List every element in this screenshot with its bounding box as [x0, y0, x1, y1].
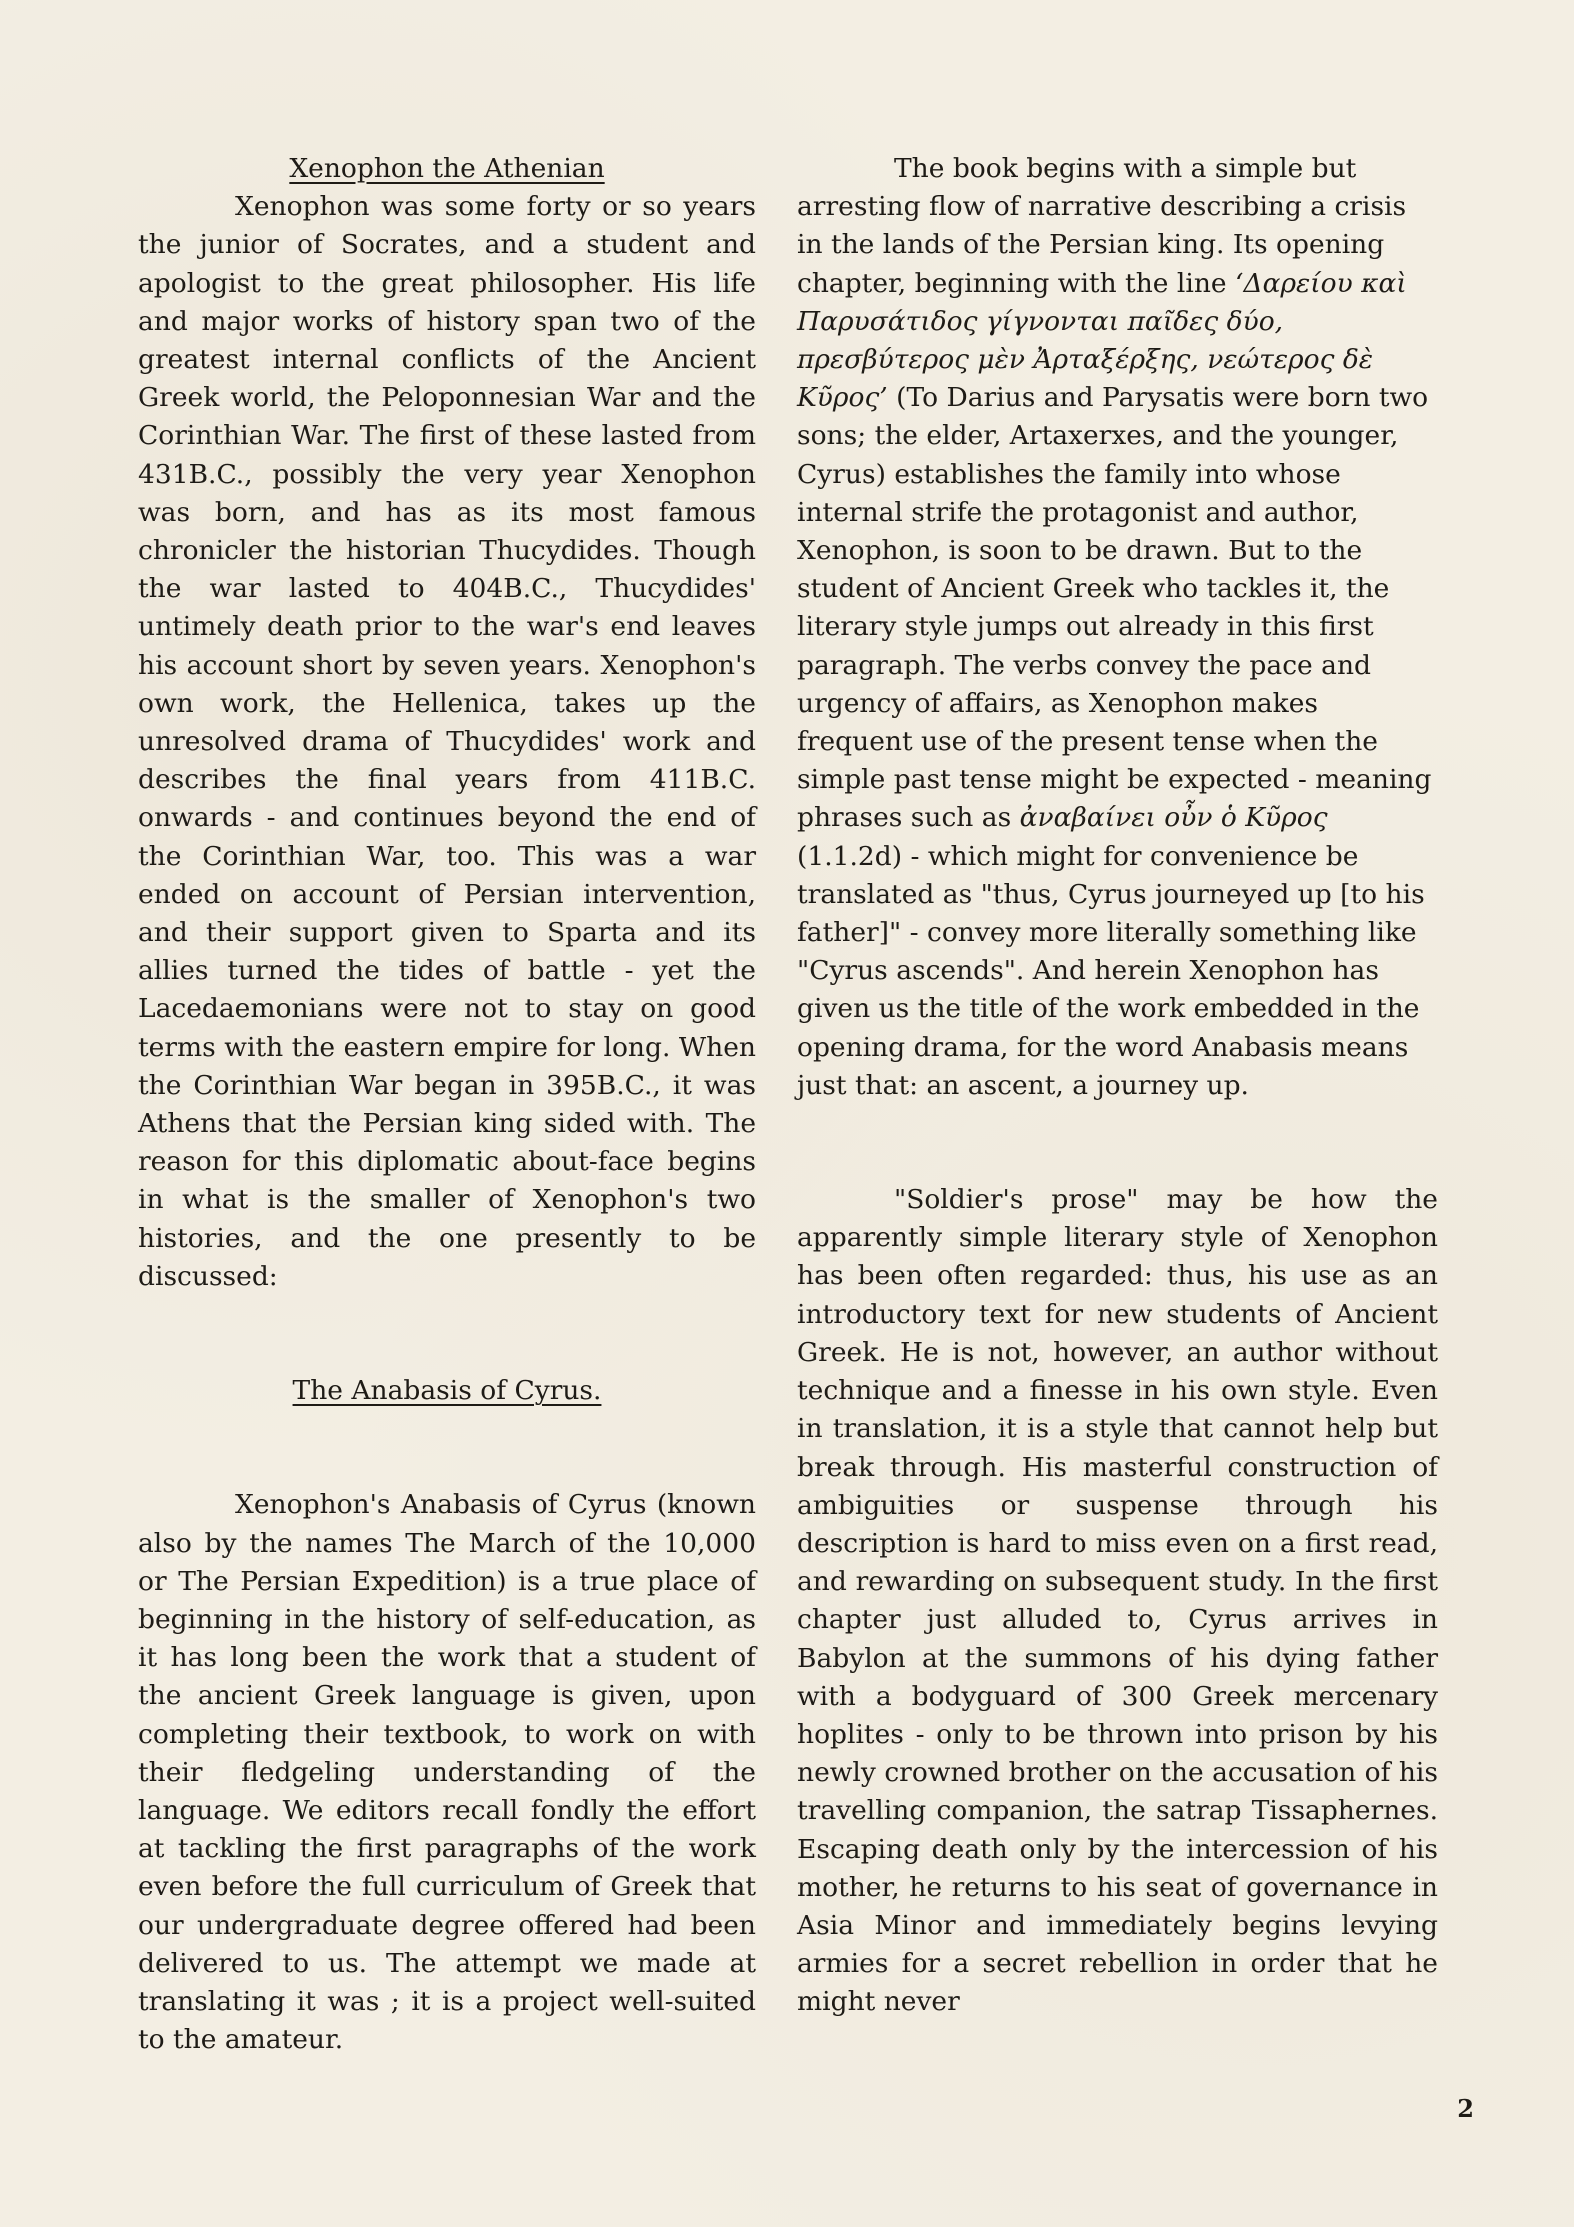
greek-quote-anabainei: ἀναβαίνει οὖν ὁ Κῦρος — [1019, 802, 1328, 834]
greek-quote-opening-line: ‘Δαρείου καὶ Παρυσάτιδος γίγνονται παῖδες δύο, πρεσβύτερος μὲν Ἀρταξέρξης, νεώτερος δὲ Κῦρος’ — [797, 267, 1407, 414]
right-column — [797, 150, 1438, 2022]
paragraph-anabasis-intro: Xenophon's Anabasis of Cyrus (known also by the names The March of the 10,000 or The Persian Expedition) is a true place of beginning in the history of self-education, as it has long been the work that a student of the ancient Greek language is given, upon completing their textbook, to work on with their fledgeling understanding of the language. We editors recall fondly the effort at tackling the first paragraphs of the work even before the full curriculum of Greek that our undergraduate degree offered had been delivered to us. The attempt we made at translating it was ; it is a project well-suited to the amateur. — [138, 1489, 756, 2056]
paragraph-book-begins — [797, 150, 1438, 1105]
paragraph-text-segment: (To Darius and Parysatis were born two sons; the elder, Artaxerxes, and the younger, Cyrus) establishes the family into whose internal strife the protagonist and author, Xenophon, is soon to be drawn. But to the student of Ancient Greek who tackles it, the literary style jumps out already in this first paragraph. The verbs convey the pace and urgency of affairs, as Xenophon makes frequent use of the present tense when the simple past tense might be expected - meaning phrases such as — [797, 382, 1432, 834]
page-number: 2 — [1457, 2094, 1474, 2123]
paragraph-xenophon-intro: Xenophon was some forty or so years the junior of Socrates, and a student and apologist to the great philosopher. His life and major works of history span two of the greatest internal conflicts of the Ancient Greek world, the Peloponnesian War and the Corinthian War. The first of these lasted from 431B.C., possibly the very year Xenophon was born, and has as its most famous chronicler the historian Thucydides. Though the war lasted to 404B.C., Thucydides' untimely death prior to the war's end leaves his account short by seven years. Xenophon's own work, the Hellenica, takes up the unresolved drama of Thucydides' work and describes the final years from 411B.C. onwards - and continues beyond the end of the Corinthian War, too. This was a war ended on account of Persian intervention, and their support given to Sparta and its allies turned the tides of battle - yet the Lacedaemonians were not to stay on good terms with the eastern empire for long. When the Corinthian War began in 395B.C., it was Athens that the Persian king sided with. The reason for this diplomatic about-face begins in what is the smaller of Xenophon's two histories, and the one presently to be discussed: — [138, 191, 756, 1292]
left-column — [138, 150, 756, 2059]
section-heading-anabasis: The Anabasis of Cyrus. — [292, 1375, 602, 1407]
paragraph-text-segment: (1.1.2d) - which might for convenience be translated as "thus, Cyrus journeyed up [to his father]" - convey more literally something like "Cyrus ascends". And herein Xenophon has given us the title of the work embedded in the opening drama, for the word Anabasis means just that: an ascent, a journey up. — [797, 840, 1425, 1101]
paragraph-soldiers-prose: "Soldier's prose" may be how the apparently simple literary style of Xenophon has been often regarded: thus, his use as an introductory text for new students of Ancient Greek. He is not, however, an author without technique and a finesse in his own style. Even in translation, it is a style that cannot help but break through. His masterful construction of ambiguities or suspense through his description is hard to miss even on a first read, and rewarding on subsequent study. In the first chapter just alluded to, Cyrus arrives in Babylon at the summons of his dying father with a bodyguard of 300 Greek mercenary hoplites - only to be thrown into prison by his newly crowned brother on the accusation of his travelling companion, the satrap Tissaphernes. Escaping death only by the intercession of his mother, he returns to his seat of governance in Asia Minor and immediately begins levying armies for a secret rebellion in order that he might never — [797, 1184, 1438, 2018]
section-heading-xenophon: Xenophon the Athenian — [289, 153, 605, 184]
paragraph-text-segment: The book begins with a simple but arresting flow of narrative describing a crisis in the lands of the Persian king. Its opening chapter, beginning with the line — [797, 153, 1407, 299]
